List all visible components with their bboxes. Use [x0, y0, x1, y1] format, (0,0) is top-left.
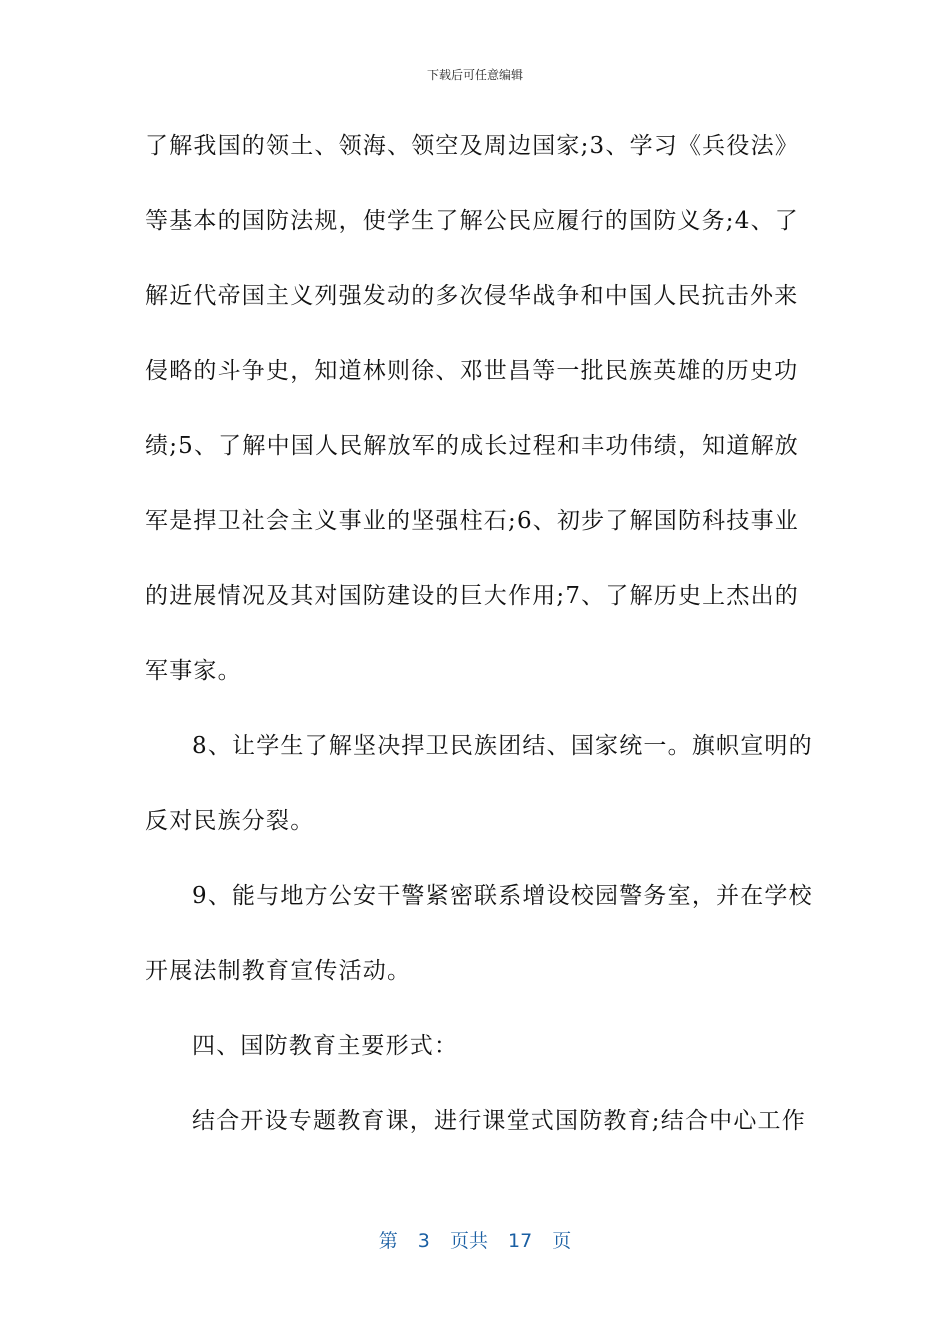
footer-prefix: 第	[378, 1230, 398, 1252]
text-line: 的进展情况及其对国防建设的巨大作用;7、了解历史上杰出的	[145, 583, 799, 609]
text-line: 军是捍卫社会主义事业的坚强柱石;6、初步了解国防科技事业	[145, 508, 799, 534]
total-page-count: 17	[508, 1230, 533, 1252]
text-line: 反对民族分裂。	[145, 808, 315, 834]
page-footer	[0, 1226, 950, 1253]
footer-middle: 页共	[449, 1230, 488, 1252]
text-line: 解近代帝国主义列强发动的多次侵华战争和中国人民抗击外来	[145, 283, 799, 309]
text-line: 了解我国的领土、领海、领空及周边国家;3、学习《兵役法》	[145, 133, 799, 159]
text-line: 绩;5、了解中国人民解放军的成长过程和丰功伟绩，知道解放	[145, 433, 799, 459]
section-heading: 四、国防教育主要形式：	[192, 1033, 459, 1059]
text-line: 开展法制教育宣传活动。	[145, 958, 412, 984]
text-line: 侵略的斗争史，知道林则徐、邓世昌等一批民族英雄的历史功	[145, 358, 799, 384]
paragraph-start-line: 9、能与地方公安干警紧密联系增设校园警务室，并在学校	[192, 883, 813, 909]
current-page-number: 3	[417, 1230, 430, 1252]
text-line: 军事家。	[145, 658, 242, 684]
footer-suffix: 页	[552, 1230, 572, 1252]
header-note: 下载后可任意编辑	[426, 68, 523, 82]
document-body	[145, 125, 813, 1175]
paragraph-start-line: 结合开设专题教育课，进行课堂式国防教育;结合中心工作	[192, 1108, 806, 1134]
paragraph-start-line: 8、让学生了解坚决捍卫民族团结、国家统一。旗帜宣明的	[192, 733, 813, 759]
text-line: 等基本的国防法规，使学生了解公民应履行的国防义务;4、了	[145, 208, 799, 234]
